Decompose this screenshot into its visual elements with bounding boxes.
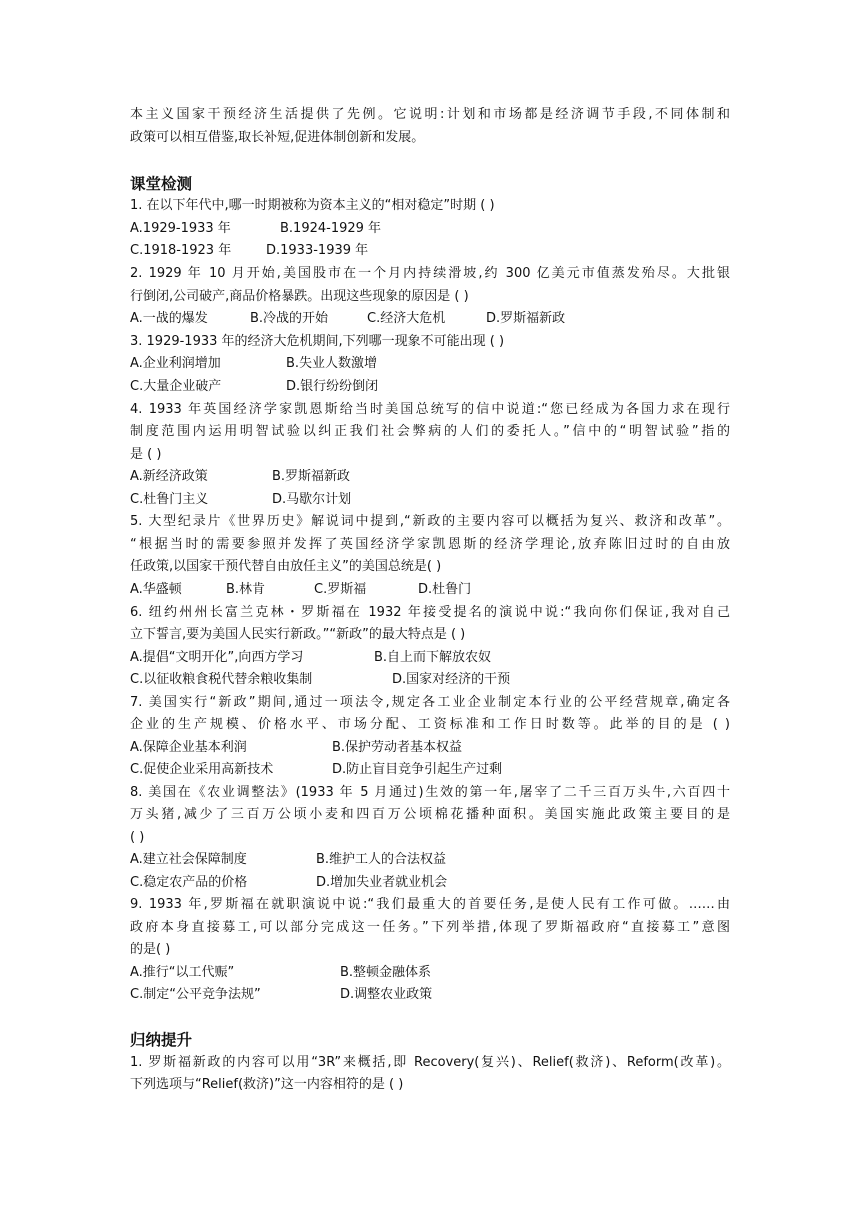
option-d: D.防止盲目竞争引起生产过剩 — [332, 762, 503, 777]
option-d: D.增加失业者就业机会 — [316, 875, 448, 890]
question-8-stem: 8. 美国在《农业调整法》(1933 年 5 月通过)生效的第一年,屠宰了二千三百万头牛,六百四十 — [130, 785, 730, 800]
option-a: A.推行“以工代赈” — [130, 965, 235, 980]
option-d: D.国家对经济的干预 — [392, 672, 511, 687]
question-7-stem: 7. 美国实行“新政”期间,通过一项法令,规定各工业企业制定本行业的公平经营规章,确定各 — [130, 695, 730, 710]
question-1-stem: 1. 在以下年代中,哪一时期被称为资本主义的“相对稳定”时期 ( ) — [130, 198, 495, 213]
option-b: B.维护工人的合法权益 — [316, 852, 447, 867]
question-9-stem: 9. 1933 年,罗斯福在就职演说中说:“我们最重大的首要任务,是使人民有工作可做。……由 — [130, 897, 730, 912]
option-c: C.以征收粮食税代替余粮收集制 — [130, 672, 313, 687]
option-c: C.大量企业破产 — [130, 379, 222, 394]
question-7-stem: 企业的生产规模、价格水平、市场分配、工资标准和工作日时数等。此举的目的是 ( ) — [130, 717, 730, 732]
option-b: B.罗斯福新政 — [272, 469, 351, 484]
question-9-stem: 的是( ) — [130, 942, 171, 957]
section-title-classroom-test: 课堂检测 — [130, 175, 193, 193]
option-a: A.保障企业基本利润 — [130, 740, 247, 755]
option-b: B.冷战的开始 — [250, 311, 329, 326]
option-a: A.企业利润增加 — [130, 356, 221, 371]
option-a: A.1929-1933 年 — [130, 221, 231, 236]
option-d: D.罗斯福新政 — [486, 311, 566, 326]
question-4-stem: 是 ( ) — [130, 447, 162, 462]
option-a: A.建立社会保障制度 — [130, 852, 247, 867]
option-c: C.促使企业采用高新技术 — [130, 762, 274, 777]
option-a: A.提倡“文明开化”,向西方学习 — [130, 650, 304, 665]
option-c: C.稳定农产品的价格 — [130, 875, 248, 890]
option-b: B.失业人数激增 — [286, 356, 378, 371]
intro-line: 政策可以相互借鉴,取长补短,促进体制创新和发展。 — [130, 130, 425, 145]
option-a: A.新经济政策 — [130, 469, 208, 484]
option-d: D.银行纷纷倒闭 — [286, 379, 379, 394]
option-c: C.杜鲁门主义 — [130, 492, 209, 507]
option-b: B.保护劳动者基本权益 — [332, 740, 463, 755]
question-6-stem: 立下誓言,要为美国人民实行新政。”“新政”的最大特点是 ( ) — [130, 627, 466, 642]
option-c: C.制定“公平竞争法规” — [130, 987, 261, 1002]
option-a: A.华盛顿 — [130, 582, 182, 597]
option-b: B.整顿金融体系 — [340, 965, 432, 980]
question-9-stem: 政府本身直接募工,可以部分完成这一任务。”下列举措,体现了罗斯福政府“直接募工”意图 — [130, 920, 730, 935]
option-c: C.经济大危机 — [367, 311, 446, 326]
option-b: B.林肯 — [226, 582, 266, 597]
question-4-stem: 4. 1933 年英国经济学家凯恩斯给当时美国总统写的信中说道:“您已经成为各国力求在现行 — [130, 402, 730, 417]
question-5-stem: 任政策,以国家干预代替自由放任主义”的美国总统是( ) — [130, 559, 442, 574]
option-b: B.自上而下解放农奴 — [374, 650, 492, 665]
option-d: D.1933-1939 年 — [266, 243, 369, 258]
question-6-stem: 6. 纽约州州长富兰克林・罗斯福在 1932 年接受提名的演说中说:“我向你们保证,我对自己 — [130, 605, 730, 620]
summary-question-1-stem: 1. 罗斯福新政的内容可以用“3R”来概括,即 Recovery(复兴)、Relief(救济)、Reform(改革)。 — [130, 1055, 730, 1070]
question-8-stem: ( ) — [130, 830, 145, 845]
option-b: B.1924-1929 年 — [280, 221, 382, 236]
question-4-stem: 制度范围内运用明智试验以纠正我们社会弊病的人们的委托人。”信中的“明智试验”指的 — [130, 424, 730, 439]
option-c: C.罗斯福 — [314, 582, 367, 597]
option-a: A.一战的爆发 — [130, 311, 208, 326]
question-8-stem: 万头猪,减少了三百万公顷小麦和四百万公顷棉花播种面积。美国实施此政策主要目的是 — [130, 807, 730, 822]
question-3-stem: 3. 1929-1933 年的经济大危机期间,下列哪一现象不可能出现 ( ) — [130, 334, 505, 349]
question-5-stem: 5. 大型纪录片《世界历史》解说词中提到,“新政的主要内容可以概括为复兴、救济和改革”。 — [130, 514, 730, 529]
option-d: D.杜鲁门 — [418, 582, 472, 597]
option-d: D.马歇尔计划 — [272, 492, 352, 507]
section-title-summary: 归纳提升 — [130, 1031, 193, 1049]
option-c: C.1918-1923 年 — [130, 243, 232, 258]
question-5-stem: “根据当时的需要参照并发挥了英国经济学家凯恩斯的经济学理论,放弃陈旧过时的自由放 — [130, 537, 730, 552]
summary-question-1-stem: 下列选项与“Relief(救济)”这一内容相符的是 ( ) — [130, 1077, 404, 1092]
question-2-stem: 2. 1929 年 10 月开始,美国股市在一个月内持续滑坡,约 300 亿美元市值蒸发殆尽。大批银 — [130, 266, 730, 281]
intro-line: 本主义国家干预经济生活提供了先例。它说明:计划和市场都是经济调节手段,不同体制和 — [130, 107, 730, 122]
option-d: D.调整农业政策 — [340, 987, 433, 1002]
question-2-stem: 行倒闭,公司破产,商品价格暴跌。出现这些现象的原因是 ( ) — [130, 289, 469, 304]
